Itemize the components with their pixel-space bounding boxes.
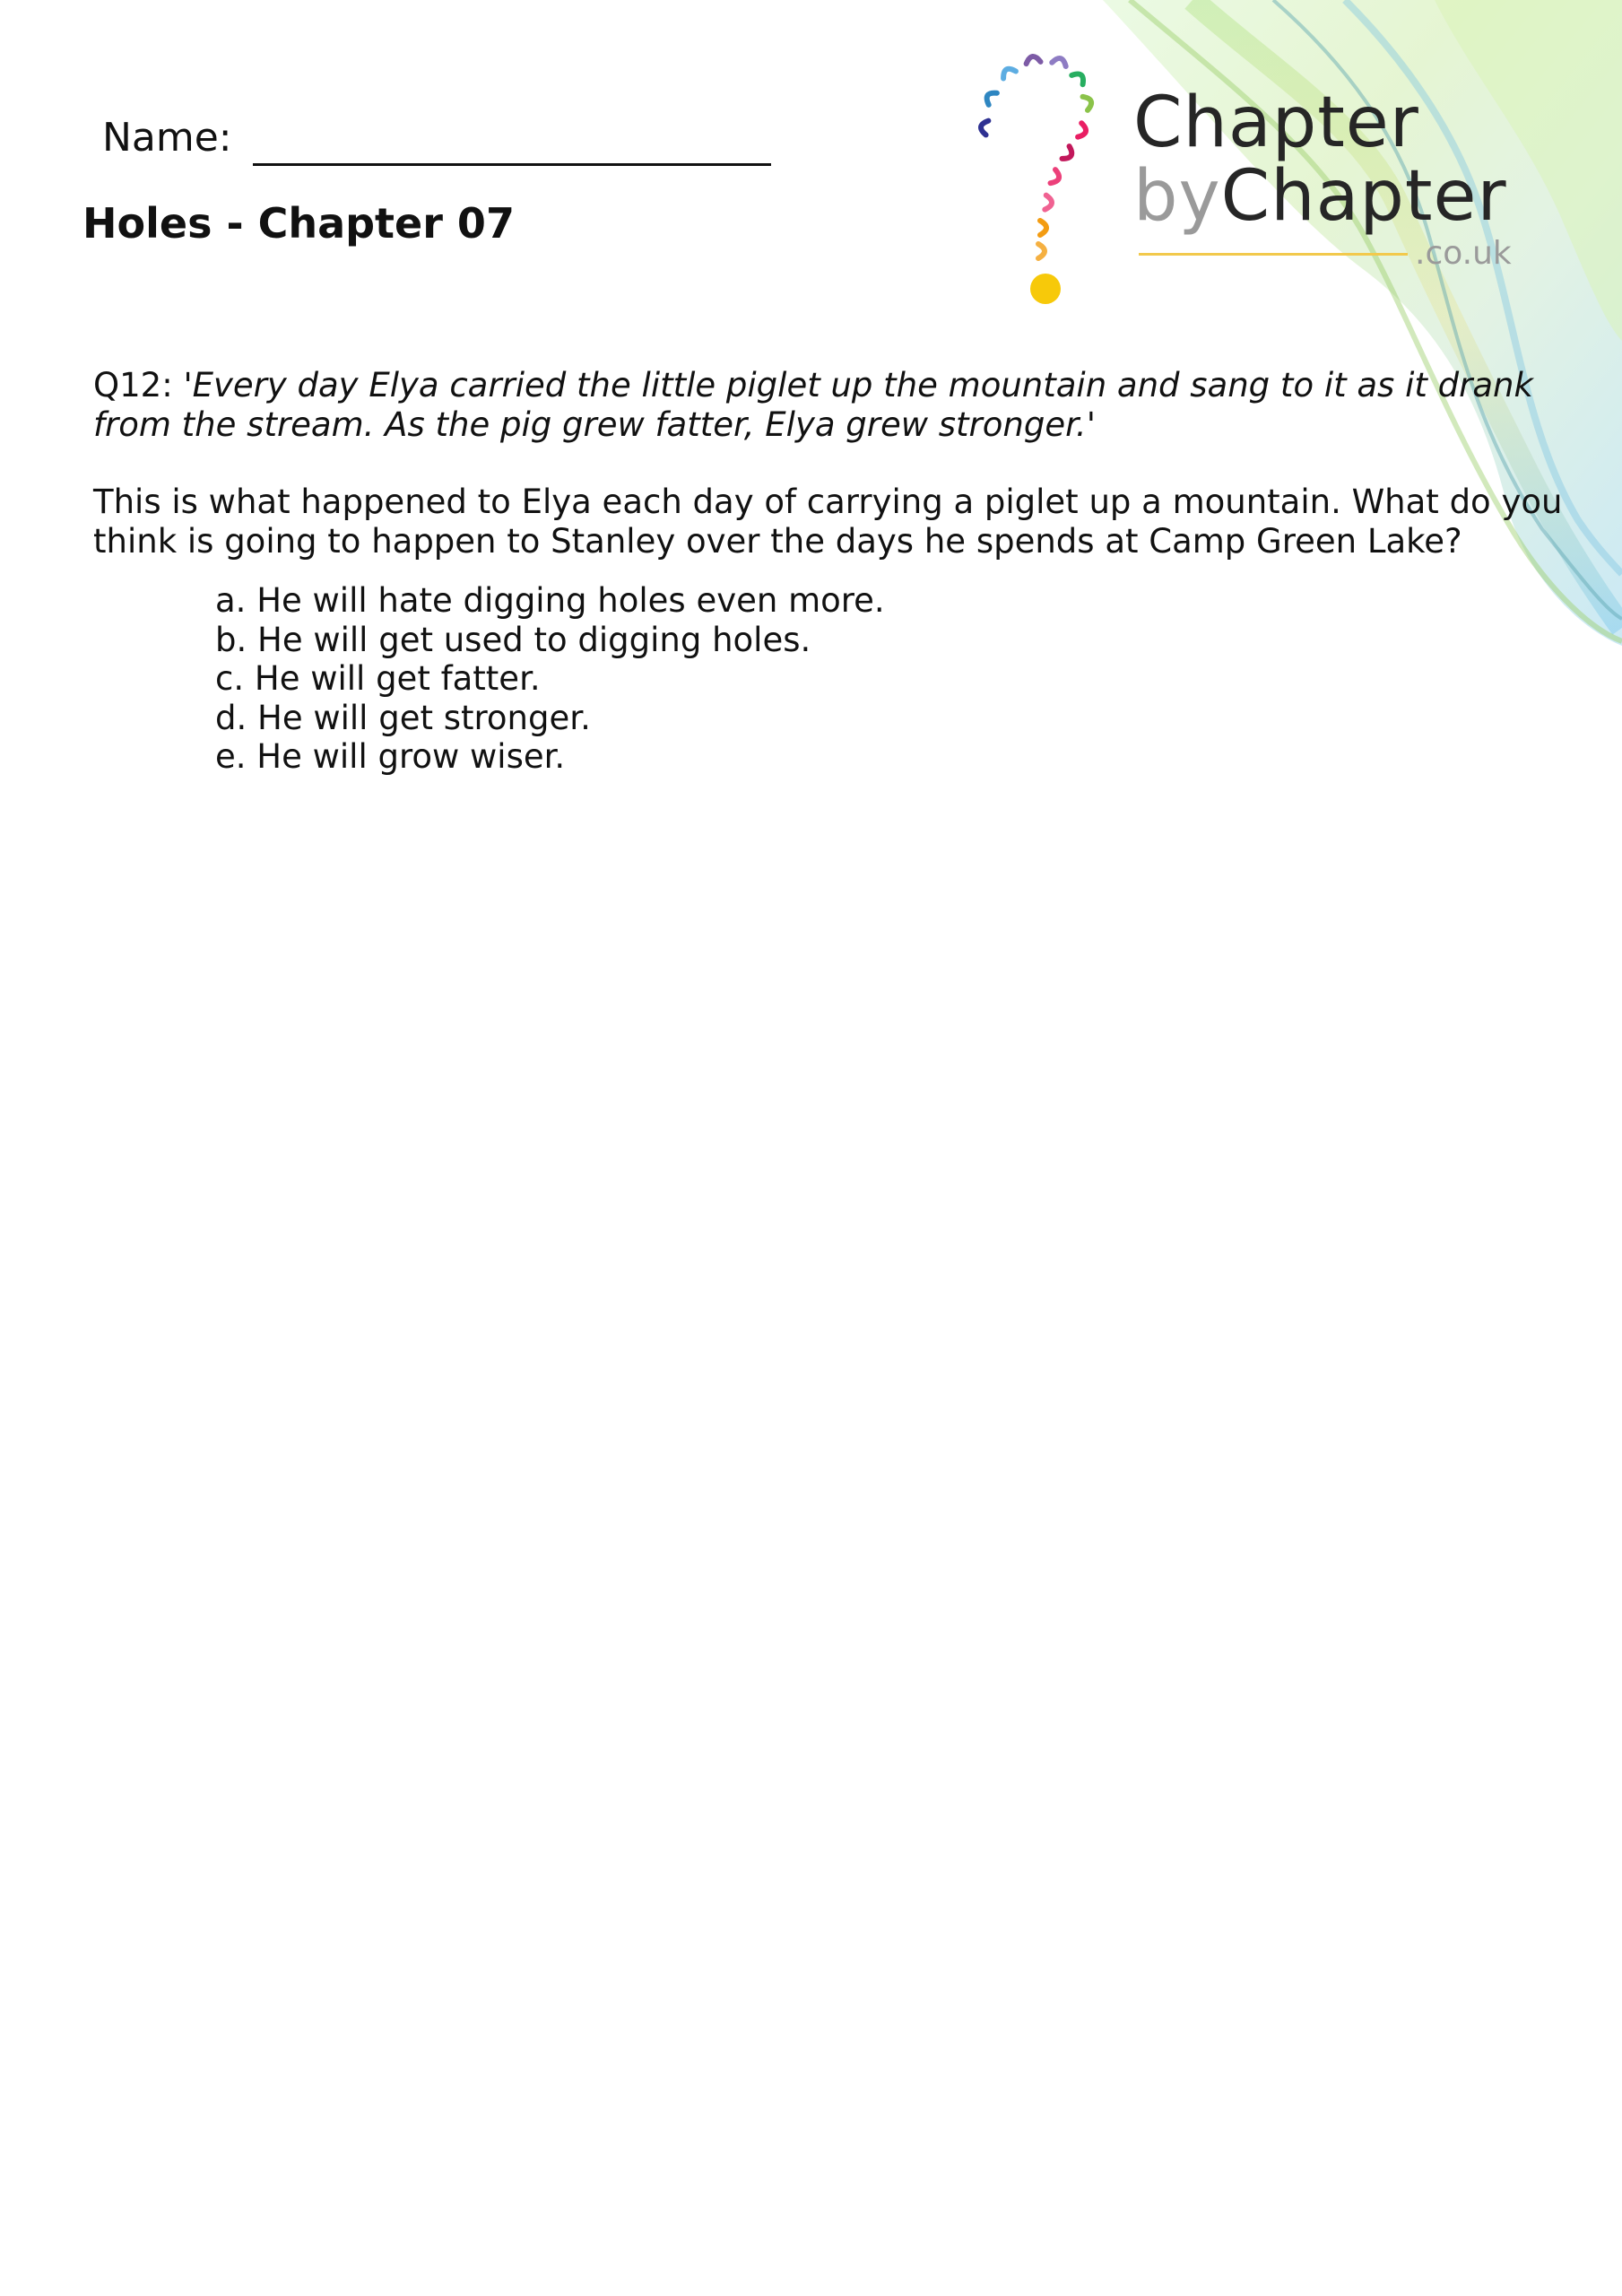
logo-wordmark-chapter: Chapter [1220,156,1507,237]
logo-wordmark-line1: Chapter [1133,83,1419,163]
logo-underline [1139,253,1408,256]
logo-wordmark-by: by [1133,156,1221,237]
question-prompt: This is what happened to Elya each day of carrying a piglet up a mountain. What do you think is going to happen to Stanley over the days he spends at Camp Green Lake? [93,483,1563,561]
logo-dot-icon [1030,274,1061,304]
logo-domain-suffix: .co.uk [1415,235,1512,272]
answer-option[interactable]: e. He will grow wiser. [215,737,566,776]
worksheet-title: Holes - Chapter 07 [82,199,515,248]
answer-options-list [215,581,885,777]
answer-option[interactable]: c. He will get fatter. [215,659,541,698]
logo-wordmark-line2 [1133,156,1507,237]
answer-option[interactable]: d. He will get stronger. [215,698,591,737]
answer-option[interactable]: b. He will get used to digging holes. [215,620,811,659]
question-number: Q12: [93,366,173,404]
name-label: Name: [102,115,232,161]
answer-option[interactable]: a. He will hate digging holes even more. [215,581,885,620]
question-text [93,366,1564,445]
name-blank-line[interactable] [253,163,771,166]
question-quote: 'Every day Elya carried the little piglet up the mountain and sang to it as it drank from the stream. As the pig grew fatter, Elya grew stronger.' [93,366,1533,444]
chapter-by-chapter-logo-mark [959,45,1121,314]
